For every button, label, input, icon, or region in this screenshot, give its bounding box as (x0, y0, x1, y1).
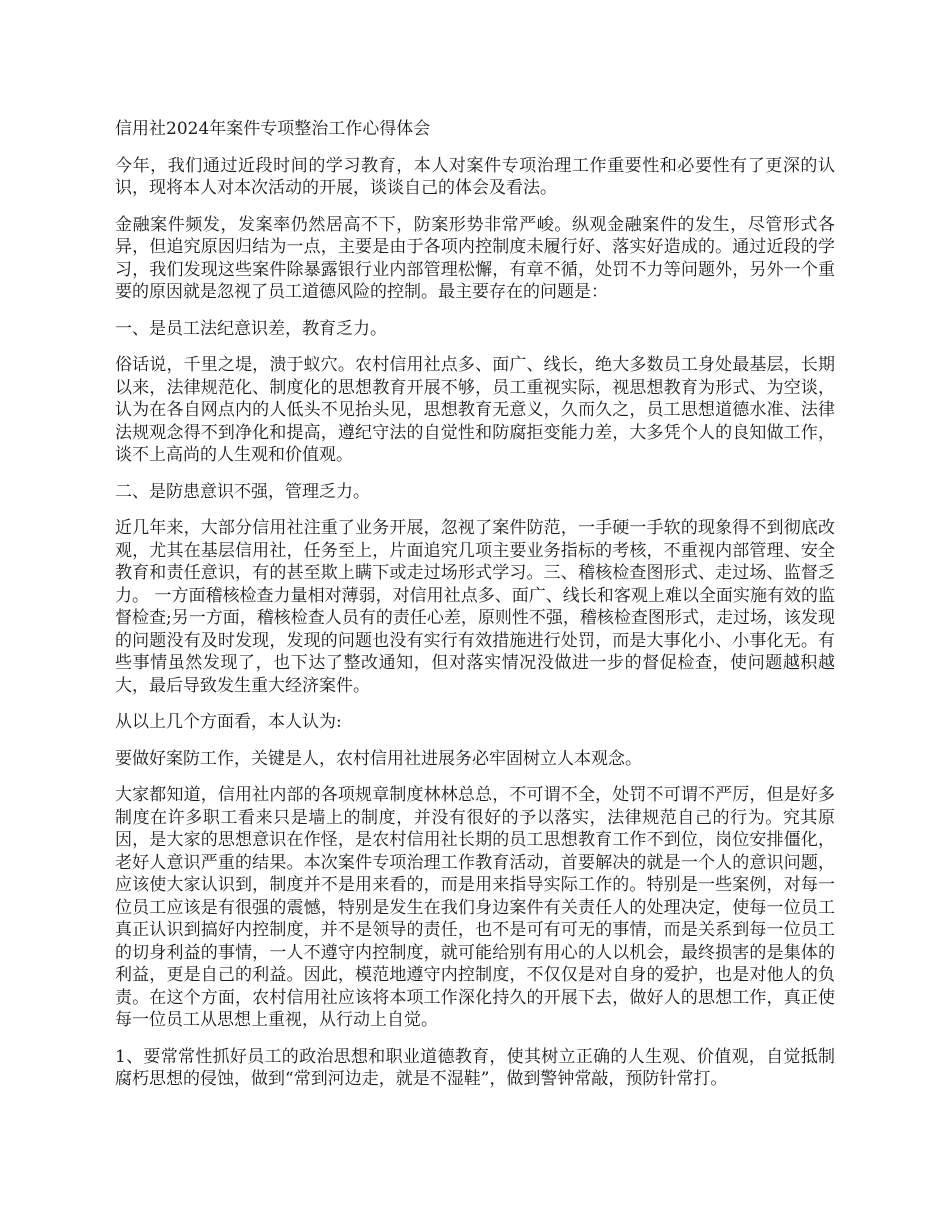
paragraph-key-point: 要做好案防工作，关键是人，农村信用社进展务必牢固树立人本观念。 (115, 748, 642, 769)
paragraph-intro: 今年，我们通过近段时间的学习教育，本人对案件专项治理工作重要性和必要性有了更深的认识，现将本人对本次活动的开展，谈谈自己的体会及看法。 (115, 155, 835, 198)
paragraph-problem-1: 俗话说，千里之堤，溃于蚁穴。农村信用社点多、面广、线长，绝大多数员工身处最基层，长期以来，法律规范化、制度化的思想教育开展不够，员工重视实际，视思想教育为形式、为空谈，认为在各自网点内的人低头不见抬头见，思想教育无意义，久而久之，员工思想道德水准、法律法规观念得不到净化和提高，遵纪守法的自觉性和防腐拒变能力差，大多凭个人的良知做工作，谈不上高尚的人生观和价值观。 (115, 355, 835, 465)
document-title: 信用社2024年案件专项整治工作心得体会 (115, 119, 431, 139)
heading-problem-2: 二、是防患意识不强，管理乏力。 (115, 481, 370, 502)
paragraph-situation: 金融案件频发，发案率仍然居高不下，防案形势非常严峻。纵观金融案件的发生，尽管形式各异，但追究原因归结为一点，主要是由于各项内控制度未履行好、落实好造成的。通过近段的学习，我们发现这些案件除暴露银行业内部管理松懈，有章不循，处罚不力等问题外，另外一个重要的原因就是忽视了员工道德风险的控制。最主要存在的问题是： (115, 214, 835, 302)
paragraph-problem-2: 近几年来，大部分信用社注重了业务开展，忽视了案件防范，一手硬一手软的现象得不到彻底改观，尤其在基层信用社，任务至上，片面追究几项主要业务指标的考核，不重视内部管理、安全教育和责任意识，有的甚至欺上瞒下或走过场形式学习。三、稽核检查图形式、走过场、监督乏力。 一方面稽核检查力量相对薄弱，对信用社点多、面广、线长和客观上难以全面实施有效的监督检查;另一方面，稽核检查人员有的责任心差，原则性不强，稽核检查图形式，走过场，该发现的问题没有及时发现，发现的问题也没有实行有效措施进行处罚，而是大事化小、小事化无。有些事情虽然发现了，也下达了整改通知，但对落实情况没做进一步的督促检查，使问题越积越大，最后导致发生重大经济案件。 (115, 518, 835, 696)
paragraph-measure-1: 1、要常常性抓好员工的政治思想和职业道德教育，使其树立正确的人生观、价值观，自觉抵制腐朽思想的侵蚀，做到“常到河边走，就是不湿鞋”，做到警钟常敲，预防针常打。 (115, 1046, 835, 1089)
paragraph-discussion: 大家都知道，信用社内部的各项规章制度林林总总，不可谓不全，处罚不可谓不严厉，但是好多制度在许多职工看来只是墙上的制度，并没有很好的予以落实，法律规范自己的行为。究其原因，是大家的思想意识在作怪，是农村信用社长期的员工思想教育工作不到位，岗位安排僵化，老好人意识严重的结果。本次案件专项治理工作教育活动，首要解决的就是一个人的意识问题，应该使大家认识到，制度并不是用来看的，而是用来指导实际工作的。特别是一些案例，对每一位员工应该是有很强的震憾，特别是发生在我们身边案件有关责任人的处理决定，使每一位员工真正认识到搞好内控制度，并不是领导的责任，也不是可有可无的事情，而是关系到每一位员工的切身利益的事情，一人不遵守内控制度，就可能给别有用心的人以机会，最终损害的是集体的利益，更是自己的利益。因此，模范地遵守内控制度，不仅仅是对自身的爱护，也是对他人的负责。在这个方面，农村信用社应该将本项工作深化持久的开展下去，做好人的思想工作，真正使每一位员工从思想上重视，从行动上自觉。 (115, 785, 835, 1030)
paragraph-conclusion-lead: 从以上几个方面看，本人认为: (115, 712, 342, 732)
heading-problem-1: 一、是员工法纪意识差，教育乏力。 (115, 318, 387, 339)
document-page (115, 118, 835, 1105)
